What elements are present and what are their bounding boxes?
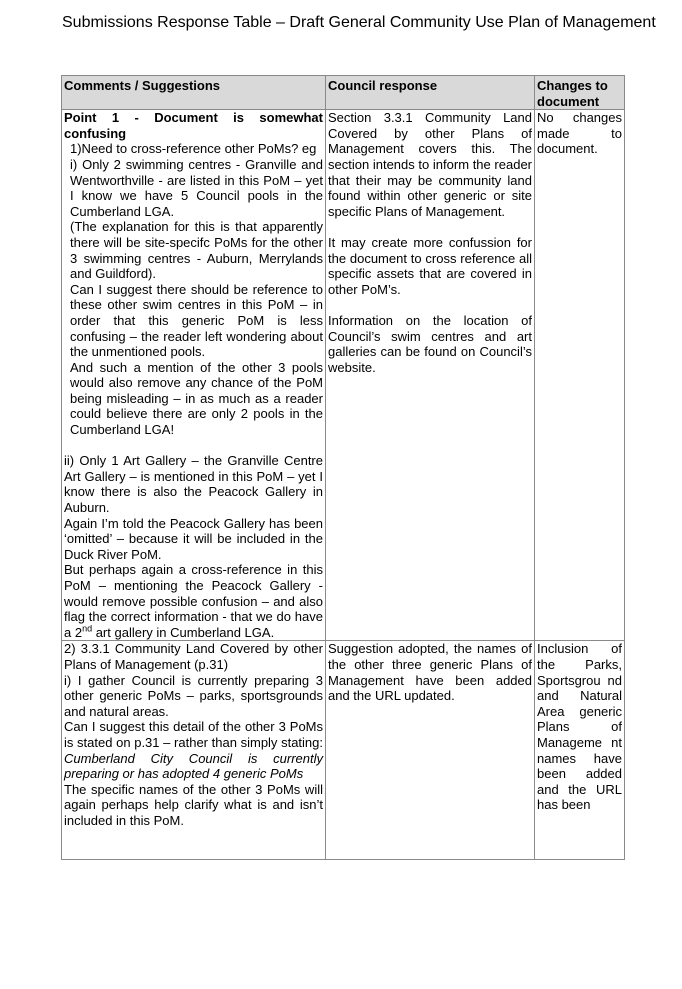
row2-quote: Cumberland City Council is currently preparing or has adopted 4 generic PoMs	[64, 750, 323, 782]
row2-item-i: i) I gather Council is currently preparing 3 other generic PoMs – parks, sportsgrounds and natural areas.	[64, 672, 323, 719]
row1-item-i: i) Only 2 swimming centres - Granville and Wentworthville - are listed in this PoM – yet I know we have 5 Council pools in the Cumberland LGA.	[70, 156, 323, 219]
row1-council-response	[326, 110, 535, 641]
row2-response: Suggestion adopted, the names of the other three generic Plans of Management have been added and the URL updated.	[328, 641, 532, 704]
row2-council-response	[326, 641, 535, 859]
row1-changes	[535, 110, 625, 641]
row1-item-ii-omitted: Again I’m told the Peacock Gallery has been ‘omitted’ – because it will be included in the Duck River PoM.	[64, 515, 323, 562]
row1-intro: 1)Need to cross-reference other PoMs? eg	[70, 141, 317, 157]
header-comments: Comments / Suggestions	[62, 76, 326, 110]
row2-suggestion: Can I suggest this detail of the other 3 PoMs is stated on p.31 – rather than simply stating: Cumberland City Council is currently preparing or has adopted 4 generic PoMs	[64, 719, 323, 782]
row2-changes-text: Inclusion of the Parks, Sportsgrou nd and Natural Area generic Plans of Manageme nt names have been added and the URL has been	[537, 641, 622, 813]
row1-response-p3: Information on the location of Council’s swim centres and art galleries can be found on Council’s website.	[328, 312, 532, 375]
row1-response-p2: It may create more confussion for the document to cross reference all specific assets that are covered in other PoM’s.	[328, 234, 532, 297]
row1-comments	[62, 110, 326, 641]
page-title: Submissions Response Table – Draft General Community Use Plan of Management	[62, 14, 656, 31]
row1-item-i-explanation: (The explanation for this is that apparently there will be site-specifc PoMs for the other 3 swimming centres - Auburn, Merrylands and Guildford).	[70, 219, 323, 282]
submissions-table	[61, 75, 625, 860]
row2-title: 2) 3.3.1 Community Land Covered by other Plans of Management (p.31)	[64, 641, 323, 672]
table-header-row	[62, 76, 625, 110]
row1-item-i-mention: And such a mention of the other 3 pools would also remove any chance of the PoM being misleading – in as much as a reader could believe there are only 2 pools in the Cumberland LGA!	[70, 359, 323, 438]
header-council-response: Council response	[326, 76, 535, 110]
row1-item-i-suggestion: Can I suggest there should be reference to these other swim centres in this PoM – in order that this generic PoM is less confusing – the reader left wondering about the unmentioned pools.	[70, 281, 323, 360]
row2-comments	[62, 641, 326, 859]
row1-response-p1: Section 3.3.1 Community Land Covered by other Plans of Management covers this. The section intends to inform the reader that their may be community land found within other generic or site specific Plans of Management.	[328, 110, 532, 219]
row2-changes	[535, 641, 625, 859]
table-row	[62, 110, 625, 641]
row1-item-ii-cross-reference: But perhaps again a cross-reference in this PoM – mentioning the Peacock Gallery - would remove possible confusion – and also flag the correct information - that we do have a 2nd art gallery in Cumberland LGA.	[64, 562, 323, 640]
row1-item-ii: ii) Only 1 Art Gallery – the Granville Centre Art Gallery – is mentioned in this PoM – yet I know there is also the Peacock Gallery in Auburn.	[64, 453, 323, 516]
table-row	[62, 641, 625, 859]
point-1-heading: Point 1 - Document is somewhat confusing	[64, 110, 323, 141]
header-changes: Changes to document	[535, 76, 625, 110]
row1-changes-text: No changes made to document.	[537, 110, 622, 157]
row2-names: The specific names of the other 3 PoMs will again perhaps help clarify what is and isn’t included in this PoM.	[64, 781, 323, 828]
